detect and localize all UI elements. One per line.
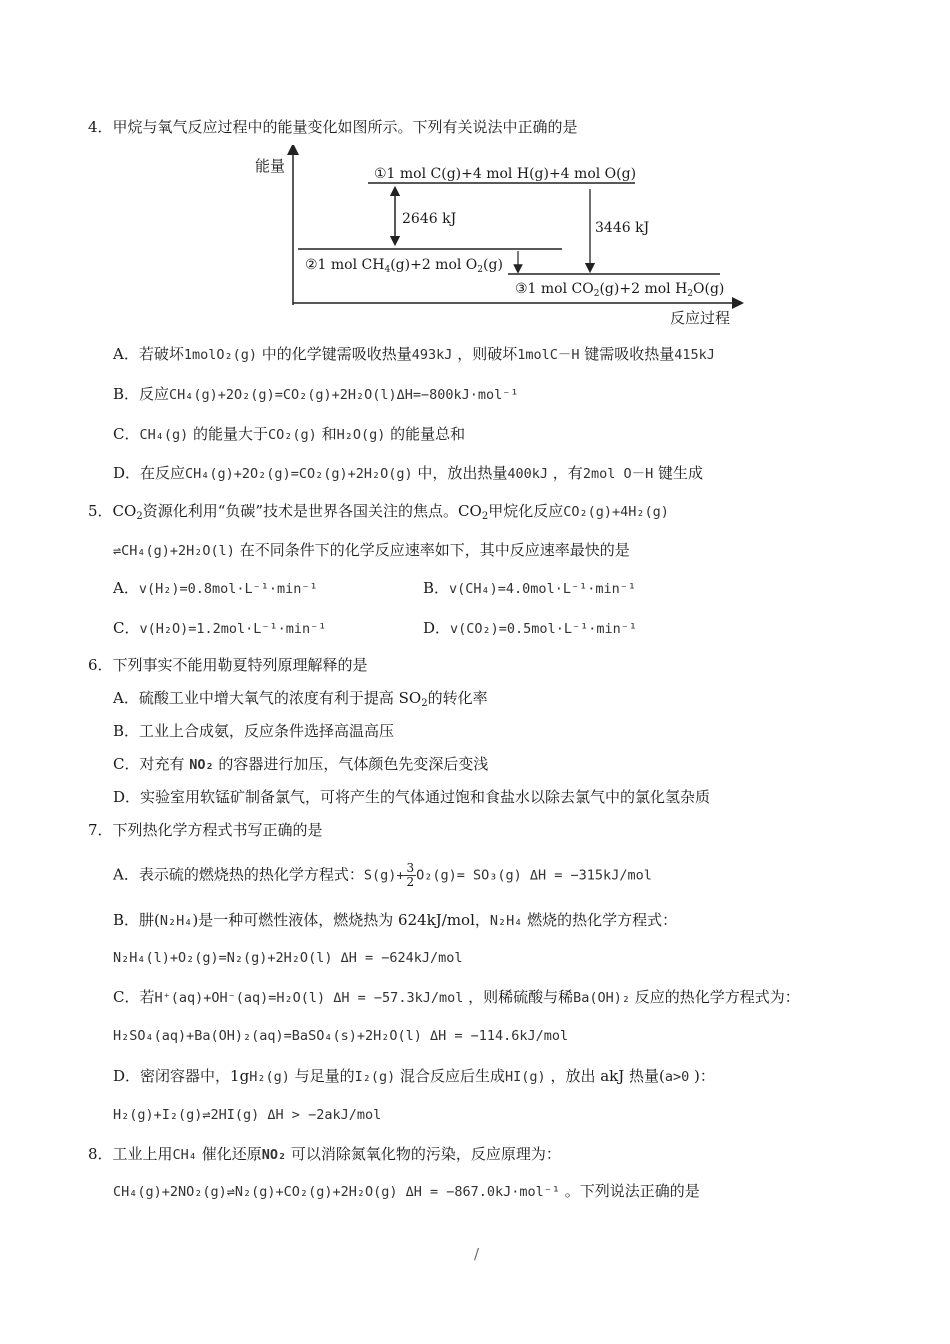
text: 和	[316, 425, 337, 443]
level-1-label: ①1 mol C(g)+4 mol H(g)+4 mol O(g)	[374, 166, 637, 182]
formula: CO₂(g)	[268, 427, 317, 443]
text: 键生成	[653, 464, 703, 482]
q5-stem-line1: 5．$CO_2$资源化利用“负碳”技术是世界各国关注的焦点。$CO_2$甲烷化反应CO₂(g)+4H₂(g)	[88, 502, 669, 522]
text: C．	[113, 425, 140, 443]
text: ，有	[548, 464, 583, 482]
formula: CH₄(g)+2O₂(g)=CO₂(g)+2H₂O(l)ΔH=−800kJ·mol⁻¹	[169, 387, 519, 403]
text: B．反应	[113, 385, 170, 403]
text: 的能量大于	[188, 425, 269, 443]
q7-option-a[interactable]: A．表示硫的燃烧热的热化学方程式：S(g)+ $\frac{3}{2}$ O₂(g)= SO₃(g) ΔH = −315kJ/mol	[113, 861, 652, 889]
formula: 2mol O－H	[582, 466, 654, 482]
formula: 1molC－H	[517, 347, 580, 363]
q7-c-equation: H₂SO₄(aq)+Ba(OH)₂(aq)=BaSO₄(s)+2H₂O(l) ΔH = −114.6kJ/mol	[113, 1028, 569, 1044]
energy-diagram	[250, 145, 750, 335]
q6-option-c[interactable]: C．对充有 NO₂ 的容器进行加压，气体颜色先变深后变浅	[113, 755, 489, 773]
level-3-label: ③1 mol $CO_2(g)+2$ mol $H_2O(g)$	[515, 281, 725, 299]
formula: CH₄(g)	[139, 427, 189, 443]
level-2-label: ②1 mol $CH_4(g)+2$ mol $O_2(g)$	[305, 257, 503, 275]
q4-option-c[interactable]	[113, 424, 465, 445]
arrow-3446-label: 3446 kJ	[595, 220, 650, 236]
fraction: $\frac{3}{2}$	[406, 861, 415, 889]
q7-option-b[interactable]: B．肼(N₂H₄)是一种可燃性液体，燃烧热为 624kJ/mol，N₂H₄ 燃烧的热化学方程式：	[113, 911, 678, 929]
q5-option-b[interactable]: B．v(CH₄)=4.0mol·L⁻¹·min⁻¹	[423, 579, 636, 597]
q5-option-d[interactable]: D．v(CO₂)=0.5mol·L⁻¹·min⁻¹	[423, 619, 637, 637]
q4-option-a[interactable]	[113, 344, 715, 365]
q4-option-b[interactable]	[113, 384, 519, 405]
q5-option-a[interactable]: A．v(H₂)=0.8mol·L⁻¹·min⁻¹	[113, 579, 318, 597]
q7-d-equation: H₂(g)+I₂(g)⇌2HI(g) ΔH > −2akJ/mol	[113, 1107, 382, 1123]
q4-option-d[interactable]	[113, 463, 703, 484]
formula: 415kJ	[674, 347, 715, 363]
page-footer: /	[474, 1245, 480, 1263]
q4-stem: 4．甲烷与氧气反应过程中的能量变化如图所示。下列有关说法中正确的是	[88, 118, 578, 136]
text: 的能量总和	[385, 425, 466, 443]
q6-option-d[interactable]: D．实验室用软锰矿制备氯气，可将产生的气体通过饱和食盐水以除去氯气中的氯化氢杂质	[113, 788, 711, 806]
arrow-2646-label: 2646 kJ	[402, 211, 457, 227]
q7-stem: 7．下列热化学方程式书写正确的是	[88, 821, 323, 839]
q7-option-c[interactable]: C．若H⁺(aq)+OH⁻(aq)=H₂O(l) ΔH = −57.3kJ/mol ，则稀硫酸与稀Ba(OH)₂ 反应的热化学方程式为：	[113, 988, 800, 1006]
q6-option-b[interactable]: B．工业上合成氨，反应条件选择高温高压	[113, 722, 395, 740]
formula: CH₄(g)+2O₂(g)=CO₂(g)+2H₂O(g)	[185, 466, 413, 482]
q7-option-d[interactable]: D．密闭容器中，1gH₂(g) 与足量的I₂(g) 混合反应后生成HI(g) ，放出 akJ 热量(a>0 )：	[113, 1067, 715, 1085]
text: ，则破坏	[452, 345, 518, 363]
q5-option-c[interactable]: C．v(H₂O)=1.2mol·L⁻¹·min⁻¹	[113, 619, 327, 637]
text: D．在反应	[113, 464, 186, 482]
q6-option-a[interactable]: A．硫酸工业中增大氧气的浓度有利于提高 $SO_2$的转化率	[113, 689, 488, 709]
text: A．若破坏	[113, 345, 184, 363]
q6-stem: 6．下列事实不能用勒夏特列原理解释的是	[88, 656, 368, 674]
formula: 493kJ	[411, 347, 453, 363]
text: 键需吸收热量	[579, 345, 675, 363]
q8-stem-line2: CH₄(g)+2NO₂(g)⇌N₂(g)+CO₂(g)+2H₂O(g) ΔH = −867.0kJ·mol⁻¹ 。下列说法正确的是	[113, 1182, 700, 1200]
text: 中，放出热量	[412, 464, 508, 482]
q7-b-equation: N₂H₄(l)+O₂(g)=N₂(g)+2H₂O(l) ΔH = −624kJ/mol	[113, 950, 463, 966]
q8-stem-line1: 8．工业上用CH₄ 催化还原NO₂ 可以消除氮氧化物的污染，反应原理为：	[88, 1145, 561, 1163]
q5-stem-line2: ⇌CH₄(g)+2H₂O(l) 在不同条件下的化学反应速率如下，其中反应速率最快的是	[113, 541, 630, 559]
formula: 400kJ	[507, 466, 549, 482]
formula: 1molO₂(g)	[183, 347, 257, 363]
text: 中的化学键需吸收热量	[257, 345, 412, 363]
formula: H₂O(g)	[336, 427, 386, 443]
x-axis-label: 反应过程	[670, 309, 731, 327]
y-axis-label: 能量	[255, 157, 286, 175]
